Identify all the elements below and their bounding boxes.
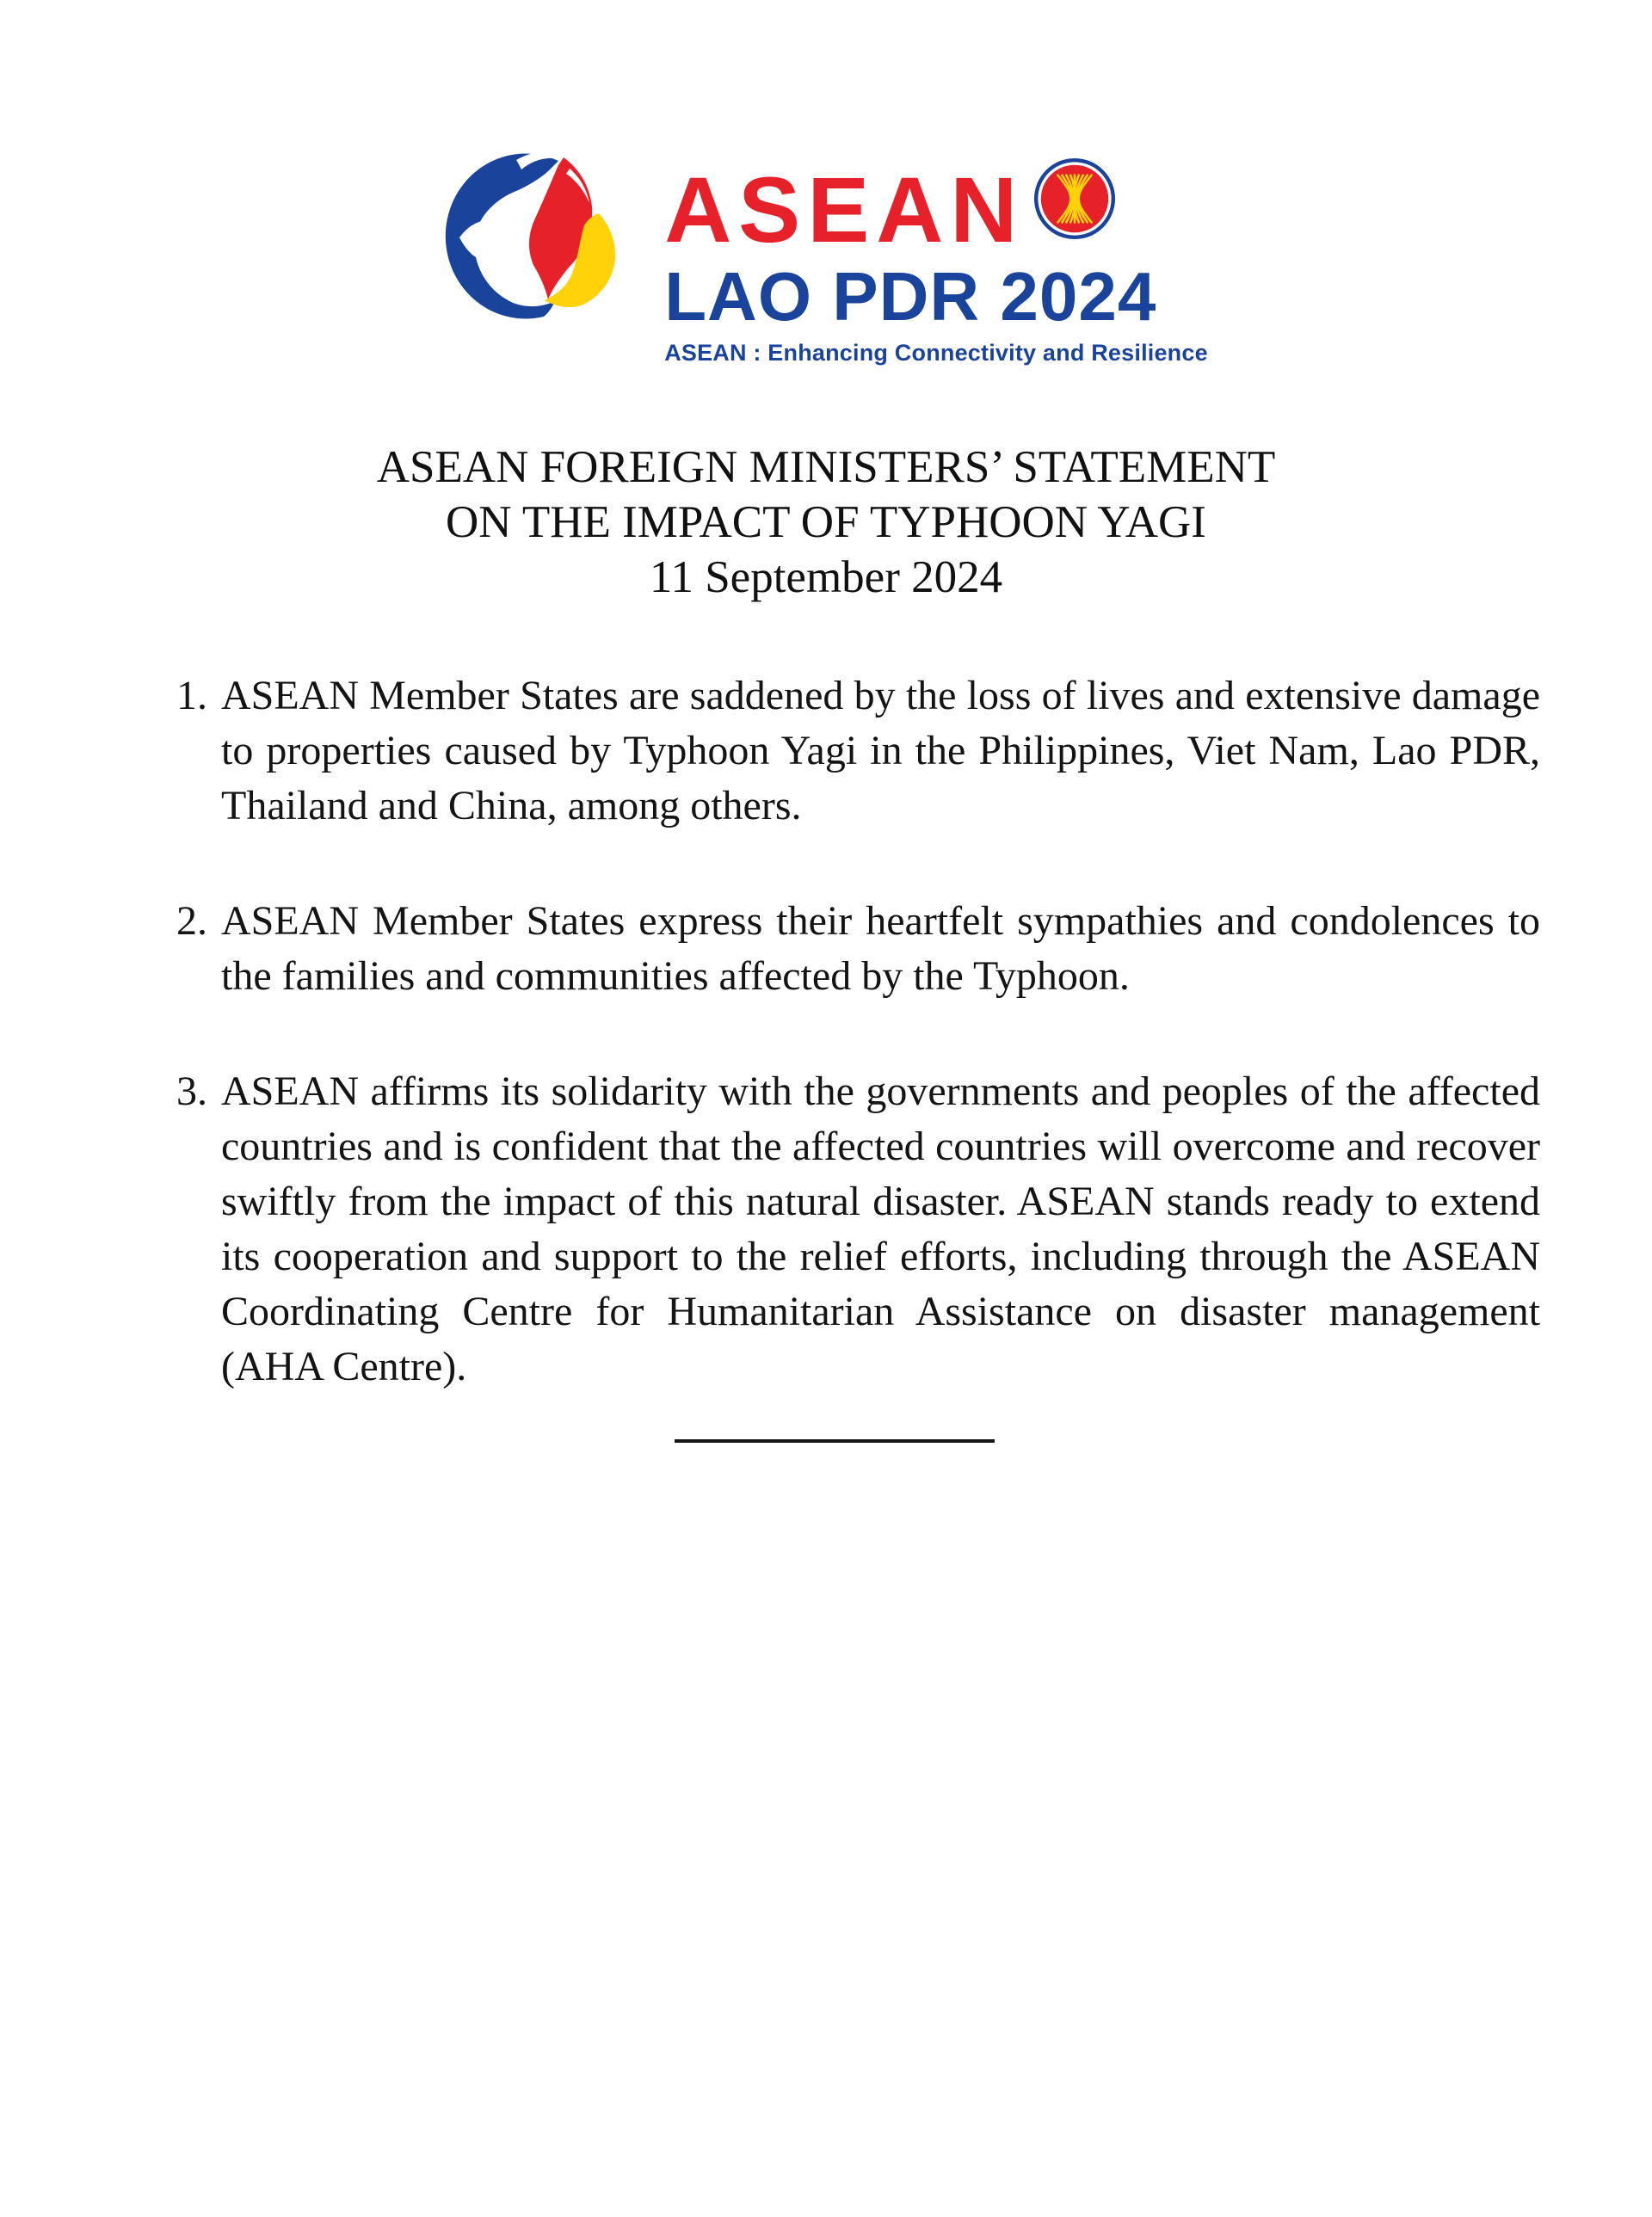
logo-text-column	[664, 157, 1208, 366]
asean-dove-logo-icon	[444, 138, 644, 346]
asean-emblem-icon	[1032, 157, 1117, 241]
asean-lao-pdr-2024-logo	[0, 138, 1652, 366]
paragraph-number: 3.	[176, 1068, 207, 1115]
paragraph-text: ASEAN Member States are saddened by the loss of lives and extensive damage to properties caused by Typhoon Yagi in the Philippines, Viet Nam, Lao PDR, Thailand and China, among others.	[221, 673, 1540, 829]
paragraph-number: 1.	[176, 673, 207, 719]
paragraph-text: ASEAN Member States express their heartfelt sympathies and condolences to the families and communities affected by the Typhoon.	[221, 898, 1540, 1000]
statement-paragraph	[176, 1064, 1540, 1395]
logo-event-text: LAO PDR 2024	[664, 258, 1157, 336]
closing-divider	[675, 1439, 995, 1443]
statement-title-line1: ASEAN FOREIGN MINISTERS’ STATEMENT	[376, 442, 1276, 493]
logo-tagline: ASEAN : Enhancing Connectivity and Resilience	[664, 340, 1208, 366]
paragraph-text: ASEAN affirms its solidarity with the governments and peoples of the affected countries and is confident that the affected countries will overcome and recover swiftly from the impact of this natural disaster. ASEAN stands ready to extend its cooperation and support to the relief efforts, including through the ASEAN Coordinating Centre for Humanitarian Assistance on disaster management (AHA Centre).	[221, 1068, 1540, 1390]
logo-wordmark-row	[664, 157, 1208, 262]
statement-paragraph	[176, 894, 1540, 1004]
paragraph-number: 2.	[176, 898, 207, 945]
statement-date: 11 September 2024	[649, 552, 1003, 603]
asean-wordmark: ASEAN	[664, 157, 1025, 262]
statement-title	[0, 440, 1652, 605]
statement-paragraph	[176, 668, 1540, 834]
statement-title-line2: ON THE IMPACT OF TYPHOON YAGI	[446, 497, 1206, 548]
document-page	[0, 138, 1652, 2217]
statement-body	[176, 668, 1540, 1395]
